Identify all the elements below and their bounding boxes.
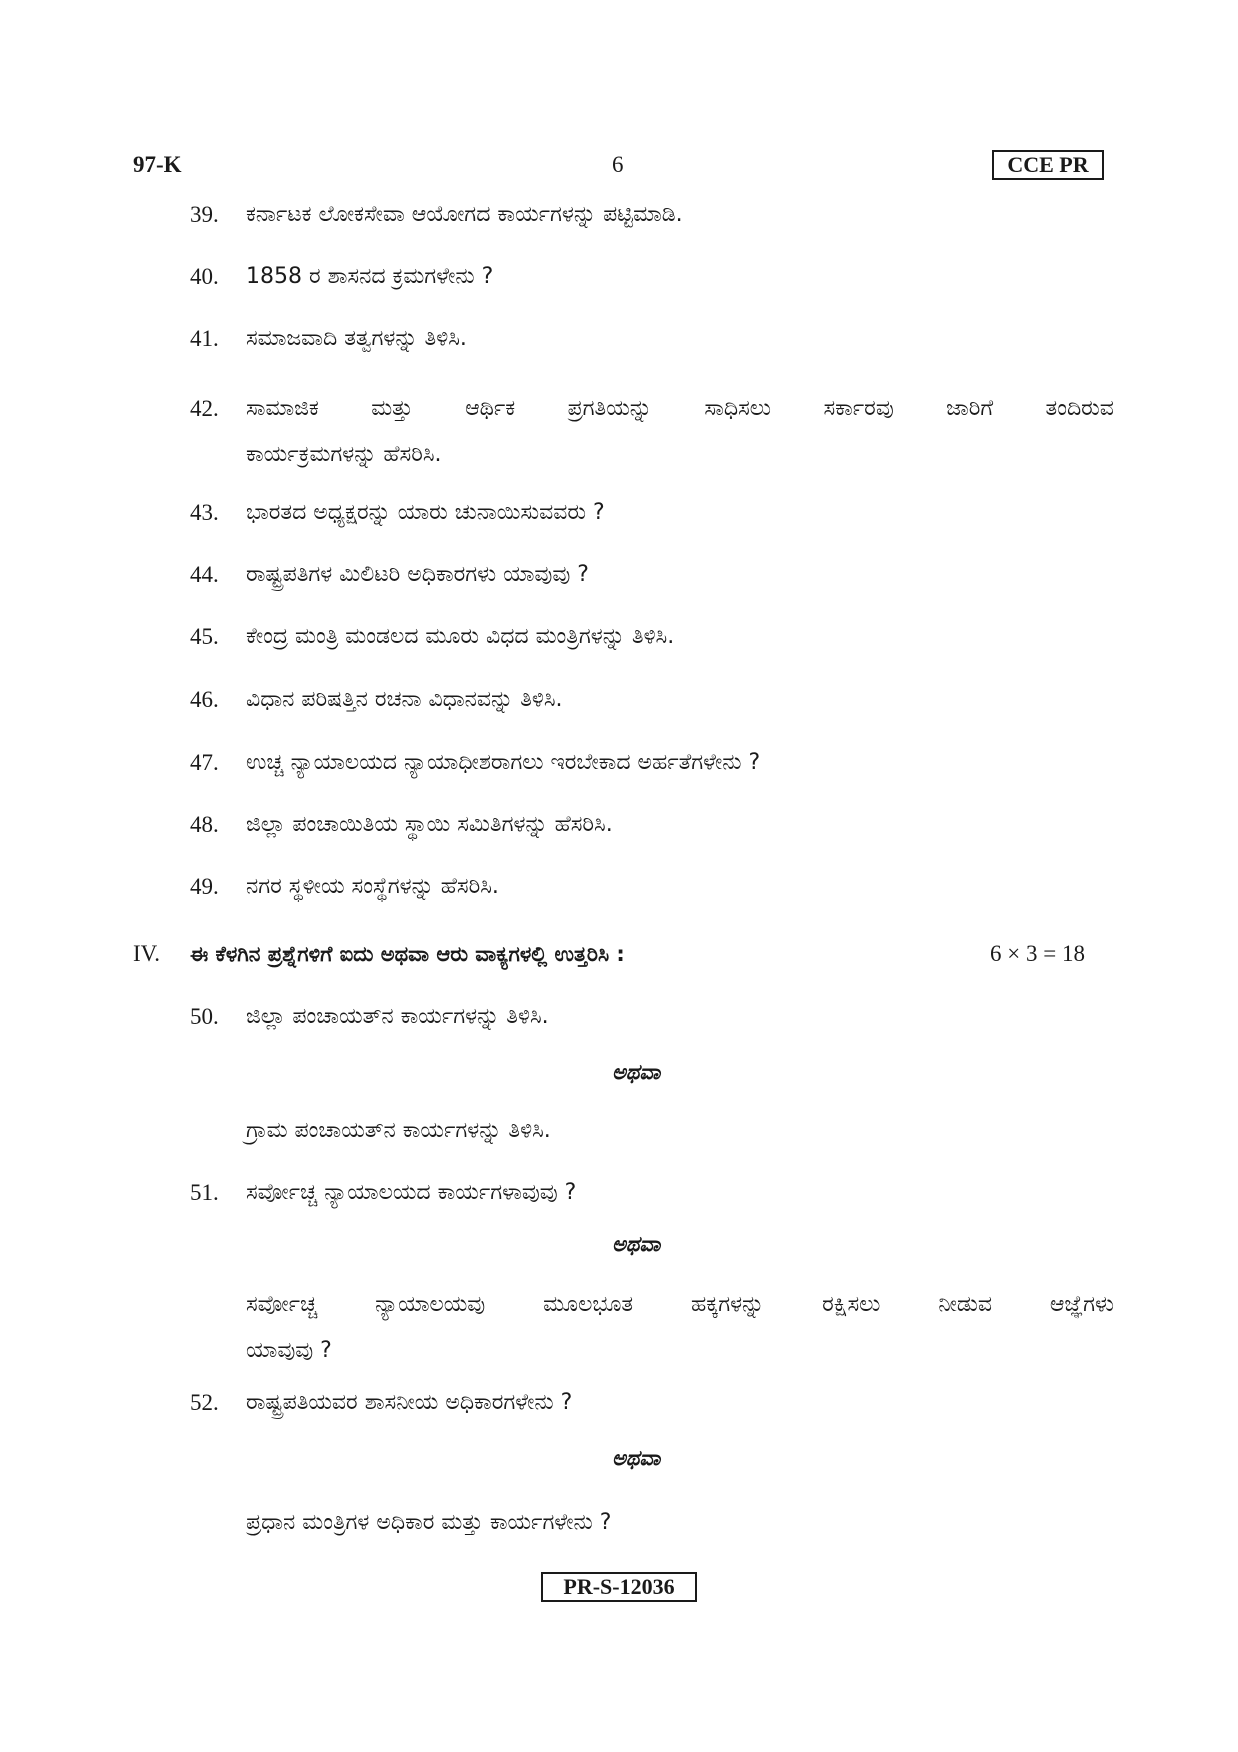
alternate-question-text [246, 1282, 1114, 1374]
word: ಸಾಧಿಸಲು [704, 396, 772, 421]
question-text: ಸರ್ವೋಚ್ಚ ನ್ಯಾಯಾಲಯದ ಕಾರ್ಯಗಳಾವುವು ? [246, 1180, 577, 1205]
question-number: 52. [190, 1390, 219, 1415]
question-text: ಜಿಲ್ಲಾ ಪಂಚಾಯತ್‌ನ ಕಾರ್ಯಗಳನ್ನು ತಿಳಿಸಿ. [246, 1004, 549, 1029]
question-number: 46. [190, 687, 219, 712]
question-number: 42. [190, 396, 219, 421]
question-text: ಭಾರತದ ಅಧ್ಯಕ್ಷರನ್ನು ಯಾರು ಚುನಾಯಿಸುವವರು ? [246, 500, 605, 525]
word: ರಕ್ಷಿಸಲು [822, 1292, 881, 1317]
question-text [246, 386, 1114, 478]
question-text: ಕೇಂದ್ರ ಮಂತ್ರಿ ಮಂಡಲದ ಮೂರು ವಿಧದ ಮಂತ್ರಿಗಳನ್ನು ತಿಳಿಸಿ. [246, 624, 675, 649]
question-text: ಸಮಾಜವಾದಿ ತತ್ವಗಳನ್ನು ತಿಳಿಸಿ. [246, 326, 467, 351]
word: ಸಾಮಾಜಿಕ [246, 396, 319, 421]
question-number: 44. [190, 562, 219, 587]
question-number: 40. [190, 264, 219, 289]
justified-line [246, 386, 1114, 432]
paper-code: 97-K [133, 152, 182, 177]
justified-line [246, 1282, 1114, 1328]
question-number: 50. [190, 1004, 219, 1029]
word: ನೀಡುವ [938, 1292, 993, 1317]
word: ಮೂಲಭೂತ [543, 1292, 634, 1317]
section-marks: 6 × 3 = 18 [990, 941, 1085, 966]
word: ಜಾರಿಗೆ [946, 396, 994, 421]
word: ಆಜ್ಞೆಗಳು [1049, 1292, 1114, 1317]
word: ತಂದಿರುವ [1045, 396, 1114, 421]
word: ಮತ್ತು [371, 396, 413, 421]
section-number: IV. [133, 941, 161, 966]
word: ಆರ್ಥಿಕ [465, 396, 516, 421]
word: ಸರ್ಕಾರವು [823, 396, 894, 421]
question-text: ಕರ್ನಾಟಕ ಲೋಕಸೇವಾ ಆಯೋಗದ ಕಾರ್ಯಗಳನ್ನು ಪಟ್ಟಿಮಾಡಿ. [246, 202, 683, 227]
word: ಸರ್ವೋಚ್ಚ [246, 1292, 318, 1317]
question-number: 41. [190, 326, 219, 351]
question-number: 45. [190, 624, 219, 649]
question-number: 51. [190, 1180, 219, 1205]
alternate-question-text: ಪ್ರಧಾನ ಮಂತ್ರಿಗಳ ಅಧಿಕಾರ ಮತ್ತು ಕಾರ್ಯಗಳೇನು ? [246, 1510, 612, 1535]
question-text: ನಗರ ಸ್ಥಳೀಯ ಸಂಸ್ಥೆಗಳನ್ನು ಹೆಸರಿಸಿ. [246, 874, 499, 899]
question-text: ರಾಷ್ಟ್ರಪತಿಯವರ ಶಾಸನೀಯ ಅಧಿಕಾರಗಳೇನು ? [246, 1390, 573, 1415]
or-label: ಅಥವಾ [612, 1060, 661, 1084]
continuation-line: ಕಾರ್ಯಕ್ರಮಗಳನ್ನು ಹೆಸರಿಸಿ. [246, 442, 442, 467]
question-number: 47. [190, 750, 219, 775]
section-instruction: ಈ ಕೆಳಗಿನ ಪ್ರಶ್ನೆಗಳಿಗೆ ಐದು ಅಥವಾ ಆರು ವಾಕ್ಯಗಳಲ್ಲಿ ಉತ್ತರಿಸಿ : [190, 942, 625, 966]
page-code-box: PR-S-12036 [541, 1572, 697, 1602]
question-text: 1858 ರ ಶಾಸನದ ಕ್ರಮಗಳೇನು ? [246, 264, 494, 289]
question-number: 49. [190, 874, 219, 899]
or-label: ಅಥವಾ [612, 1232, 661, 1256]
word: ಪ್ರಗತಿಯನ್ನು [567, 396, 652, 421]
question-text: ಉಚ್ಚ ನ್ಯಾಯಾಲಯದ ನ್ಯಾಯಾಧೀಶರಾಗಲು ಇರಬೇಕಾದ ಅರ್ಹತೆಗಳೇನು ? [246, 750, 761, 775]
page-number: 6 [612, 152, 624, 177]
question-text: ಜಿಲ್ಲಾ ಪಂಚಾಯಿತಿಯ ಸ್ಥಾಯಿ ಸಮಿತಿಗಳನ್ನು ಹೆಸರಿಸಿ. [246, 812, 613, 837]
continuation-line: ಯಾವುವು ? [246, 1338, 332, 1363]
question-number: 39. [190, 202, 219, 227]
alternate-question-text: ಗ್ರಾಮ ಪಂಚಾಯತ್‌ನ ಕಾರ್ಯಗಳನ್ನು ತಿಳಿಸಿ. [246, 1118, 551, 1143]
question-number: 48. [190, 812, 219, 837]
question-text: ವಿಧಾನ ಪರಿಷತ್ತಿನ ರಚನಾ ವಿಧಾನವನ್ನು ತಿಳಿಸಿ. [246, 687, 563, 712]
exam-type-box: CCE PR [992, 150, 1104, 180]
word: ಹಕ್ಕಗಳನ್ನು [690, 1292, 765, 1317]
word: ನ್ಯಾಯಾಲಯವು [375, 1292, 486, 1317]
or-label: ಅಥವಾ [612, 1446, 661, 1470]
question-text: ರಾಷ್ಟ್ರಪತಿಗಳ ಮಿಲಿಟರಿ ಅಧಿಕಾರಗಳು ಯಾವುವು ? [246, 562, 589, 587]
question-number: 43. [190, 500, 219, 525]
